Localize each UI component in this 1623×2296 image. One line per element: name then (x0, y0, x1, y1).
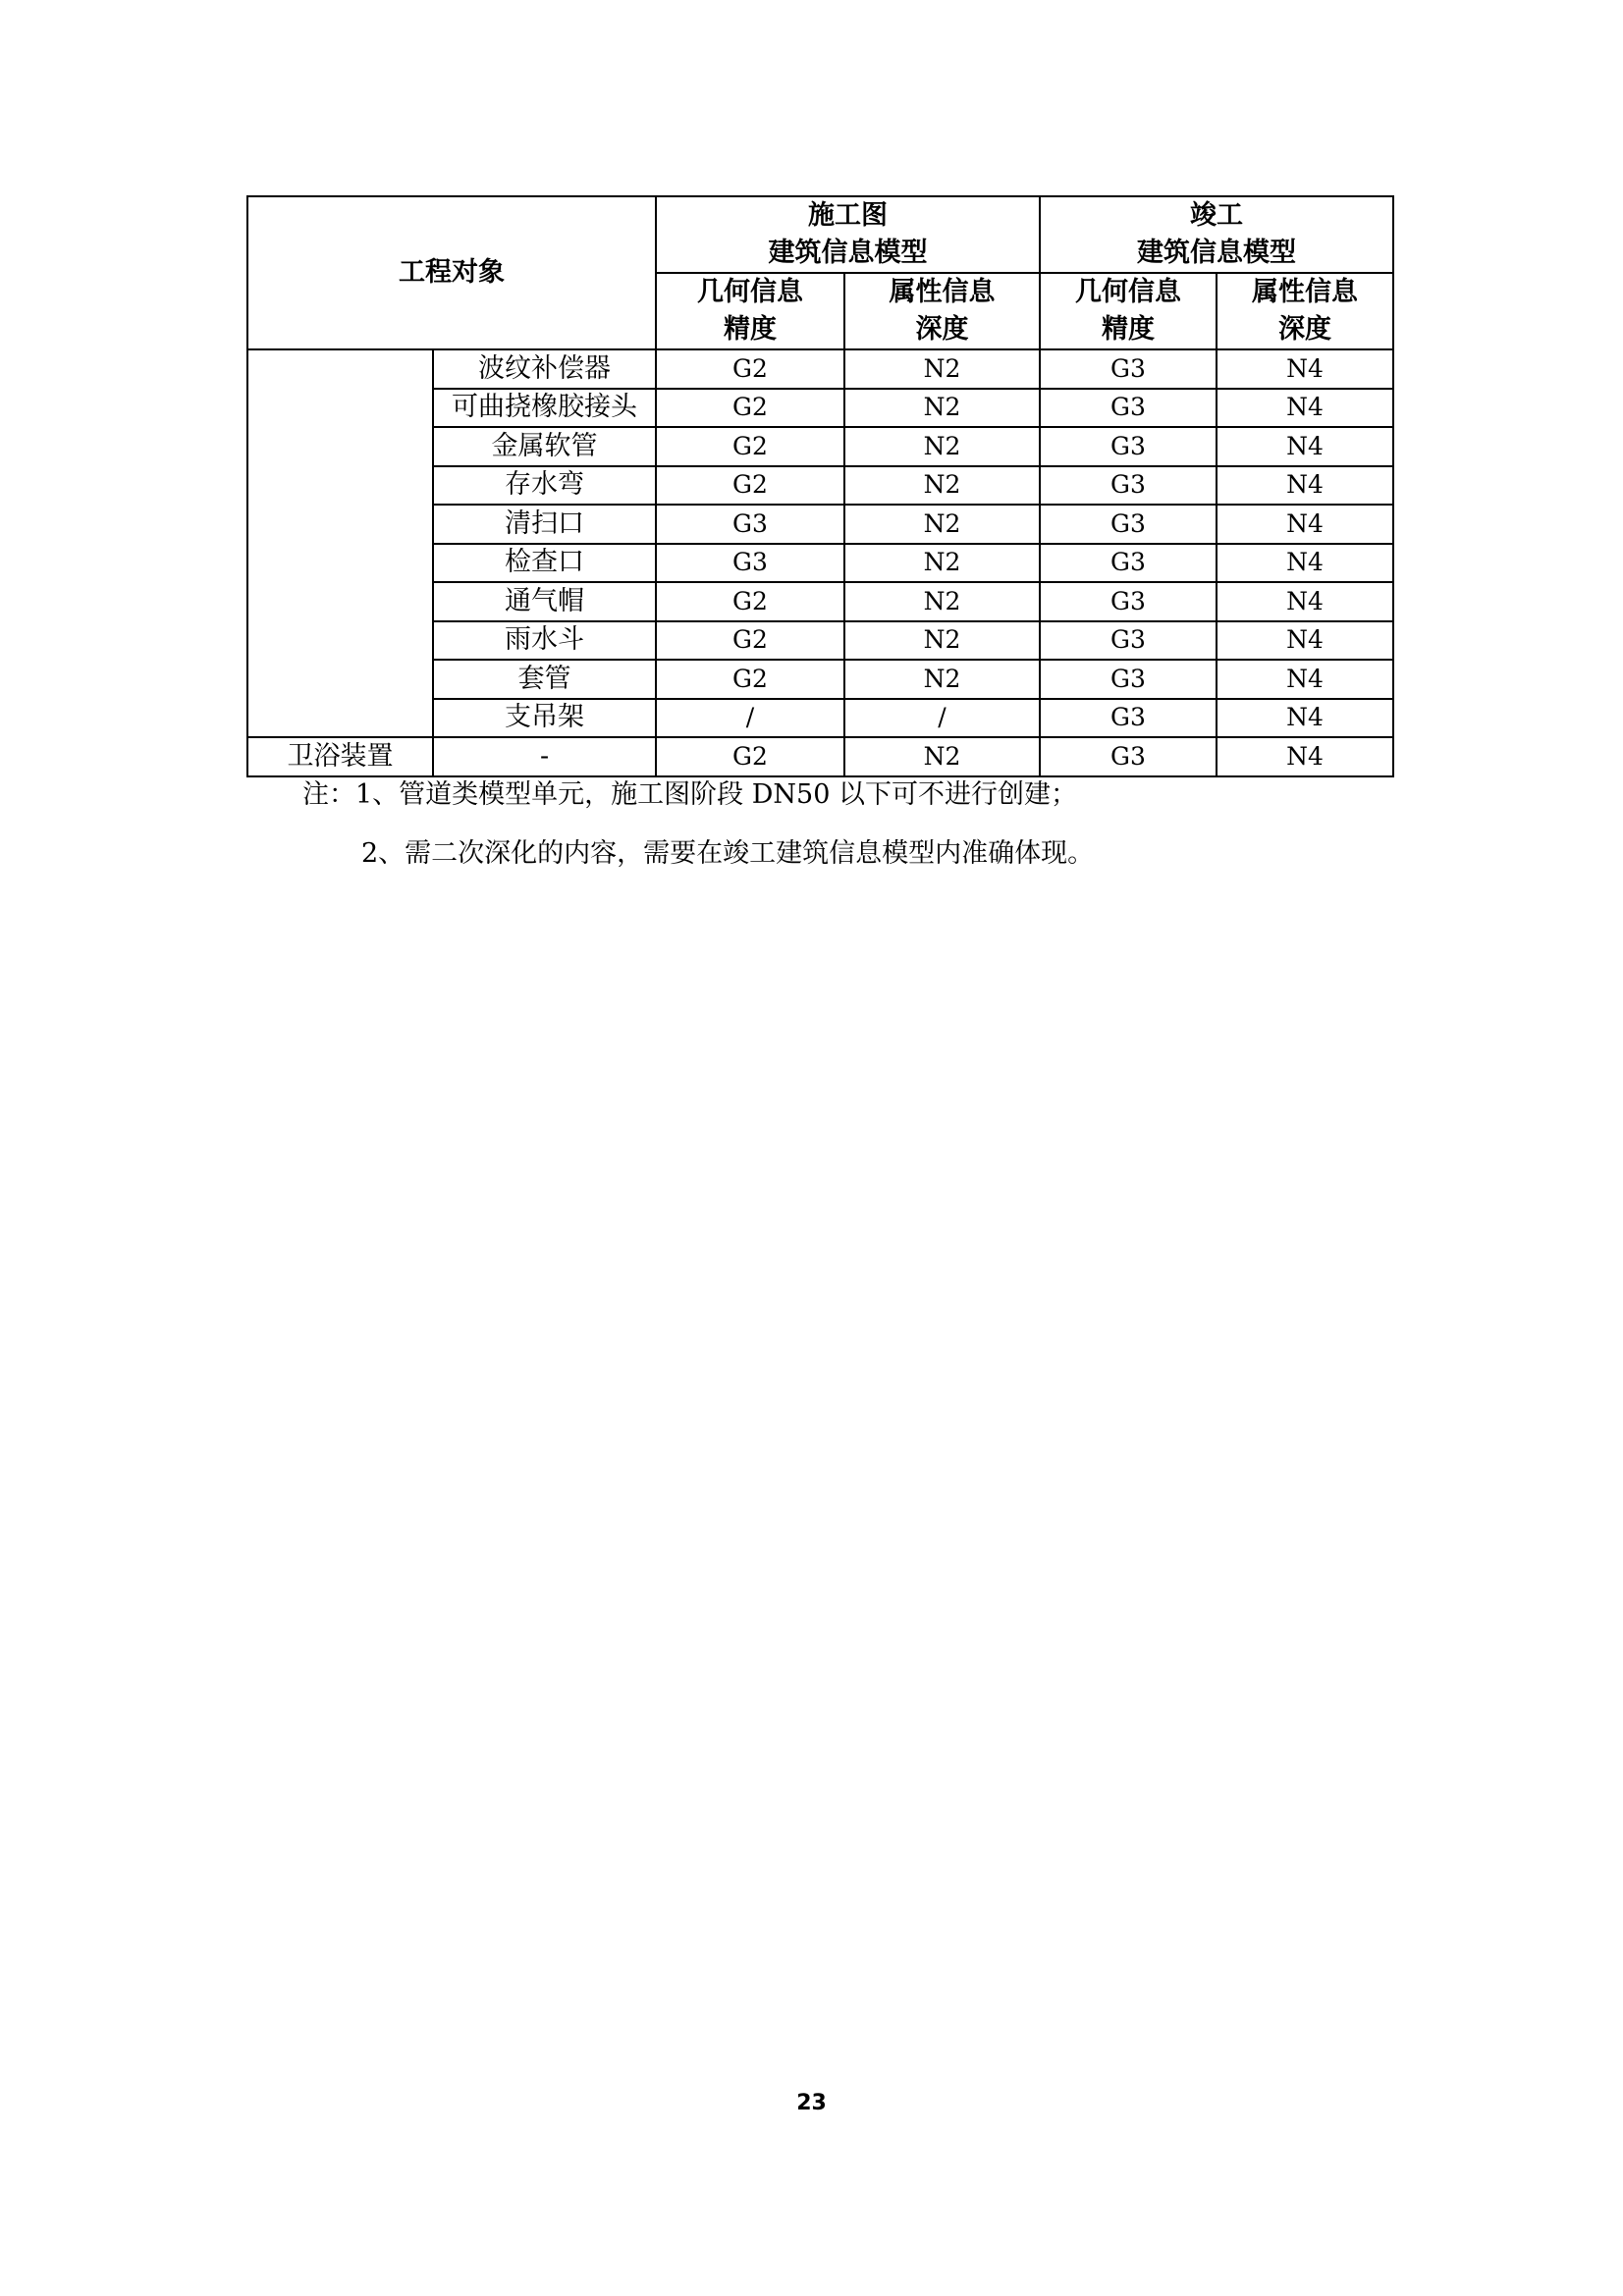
row-name: 金属软管 (433, 427, 656, 466)
row-value: / (656, 699, 844, 738)
info-depth-table (246, 195, 1394, 777)
row-value: G3 (1040, 544, 1217, 583)
row-name: 存水弯 (433, 466, 656, 506)
category-cell-blank (247, 349, 433, 737)
row-value: N2 (844, 349, 1040, 389)
row-value: G3 (1040, 737, 1217, 776)
row-name: 可曲挠橡胶接头 (433, 389, 656, 428)
table-row-sanitary (247, 737, 1393, 776)
header-geometry-precision-2: 几何信息 精度 (1040, 273, 1217, 349)
row-value: G3 (656, 505, 844, 544)
header-attribute-depth-1: 属性信息 深度 (844, 273, 1040, 349)
row-value: N2 (844, 582, 1040, 621)
row-value: G2 (656, 660, 844, 699)
row-value: G2 (656, 466, 844, 506)
row-value: N4 (1217, 544, 1393, 583)
header-attribute-depth-2: 属性信息 深度 (1217, 273, 1393, 349)
page-number: 23 (796, 2091, 827, 2115)
row-value: G3 (1040, 660, 1217, 699)
row-value: G3 (1040, 427, 1217, 466)
row-name: 支吊架 (433, 699, 656, 738)
row-value: G2 (656, 621, 844, 661)
row-value: G2 (656, 737, 844, 776)
row-value: N4 (1217, 505, 1393, 544)
row-value: N4 (1217, 660, 1393, 699)
row-value: G3 (1040, 699, 1217, 738)
table-header (247, 196, 1393, 349)
header-geometry-precision-1: 几何信息 精度 (656, 273, 844, 349)
table-body (247, 349, 1393, 776)
row-value: G3 (1040, 466, 1217, 506)
row-value: G3 (1040, 621, 1217, 661)
row-value: N4 (1217, 582, 1393, 621)
row-value: N4 (1217, 699, 1393, 738)
row-name: - (433, 737, 656, 776)
row-value: G2 (656, 389, 844, 428)
row-value: N4 (1217, 621, 1393, 661)
row-category: 卫浴装置 (247, 737, 433, 776)
header-construction-model: 施工图 建筑信息模型 (656, 196, 1040, 273)
note-1: 注：1、管道类模型单元，施工图阶段 DN50 以下可不进行创建； (302, 779, 1077, 810)
row-value: G3 (1040, 389, 1217, 428)
row-name: 通气帽 (433, 582, 656, 621)
row-value: N2 (844, 427, 1040, 466)
row-value: G3 (656, 544, 844, 583)
row-value: N4 (1217, 389, 1393, 428)
row-name: 清扫口 (433, 505, 656, 544)
header-object: 工程对象 (247, 196, 656, 349)
row-value: G3 (1040, 349, 1217, 389)
row-value: N2 (844, 466, 1040, 506)
row-value: N4 (1217, 427, 1393, 466)
row-name: 检查口 (433, 544, 656, 583)
row-name: 雨水斗 (433, 621, 656, 661)
table-row (247, 349, 1393, 389)
row-name: 波纹补偿器 (433, 349, 656, 389)
row-value: G3 (1040, 582, 1217, 621)
row-value: G3 (1040, 505, 1217, 544)
row-name: 套管 (433, 660, 656, 699)
row-value: G2 (656, 582, 844, 621)
row-value: G2 (656, 349, 844, 389)
row-value: N4 (1217, 737, 1393, 776)
row-value: N2 (844, 389, 1040, 428)
row-value: N4 (1217, 466, 1393, 506)
row-value: N2 (844, 505, 1040, 544)
row-value: N4 (1217, 349, 1393, 389)
row-value: N2 (844, 660, 1040, 699)
row-value: N2 (844, 544, 1040, 583)
row-value: N2 (844, 737, 1040, 776)
header-completion-model: 竣工 建筑信息模型 (1040, 196, 1393, 273)
row-value: G2 (656, 427, 844, 466)
note-2: 2、需二次深化的内容，需要在竣工建筑信息模型内准确体现。 (361, 838, 1095, 869)
row-value: / (844, 699, 1040, 738)
row-value: N2 (844, 621, 1040, 661)
